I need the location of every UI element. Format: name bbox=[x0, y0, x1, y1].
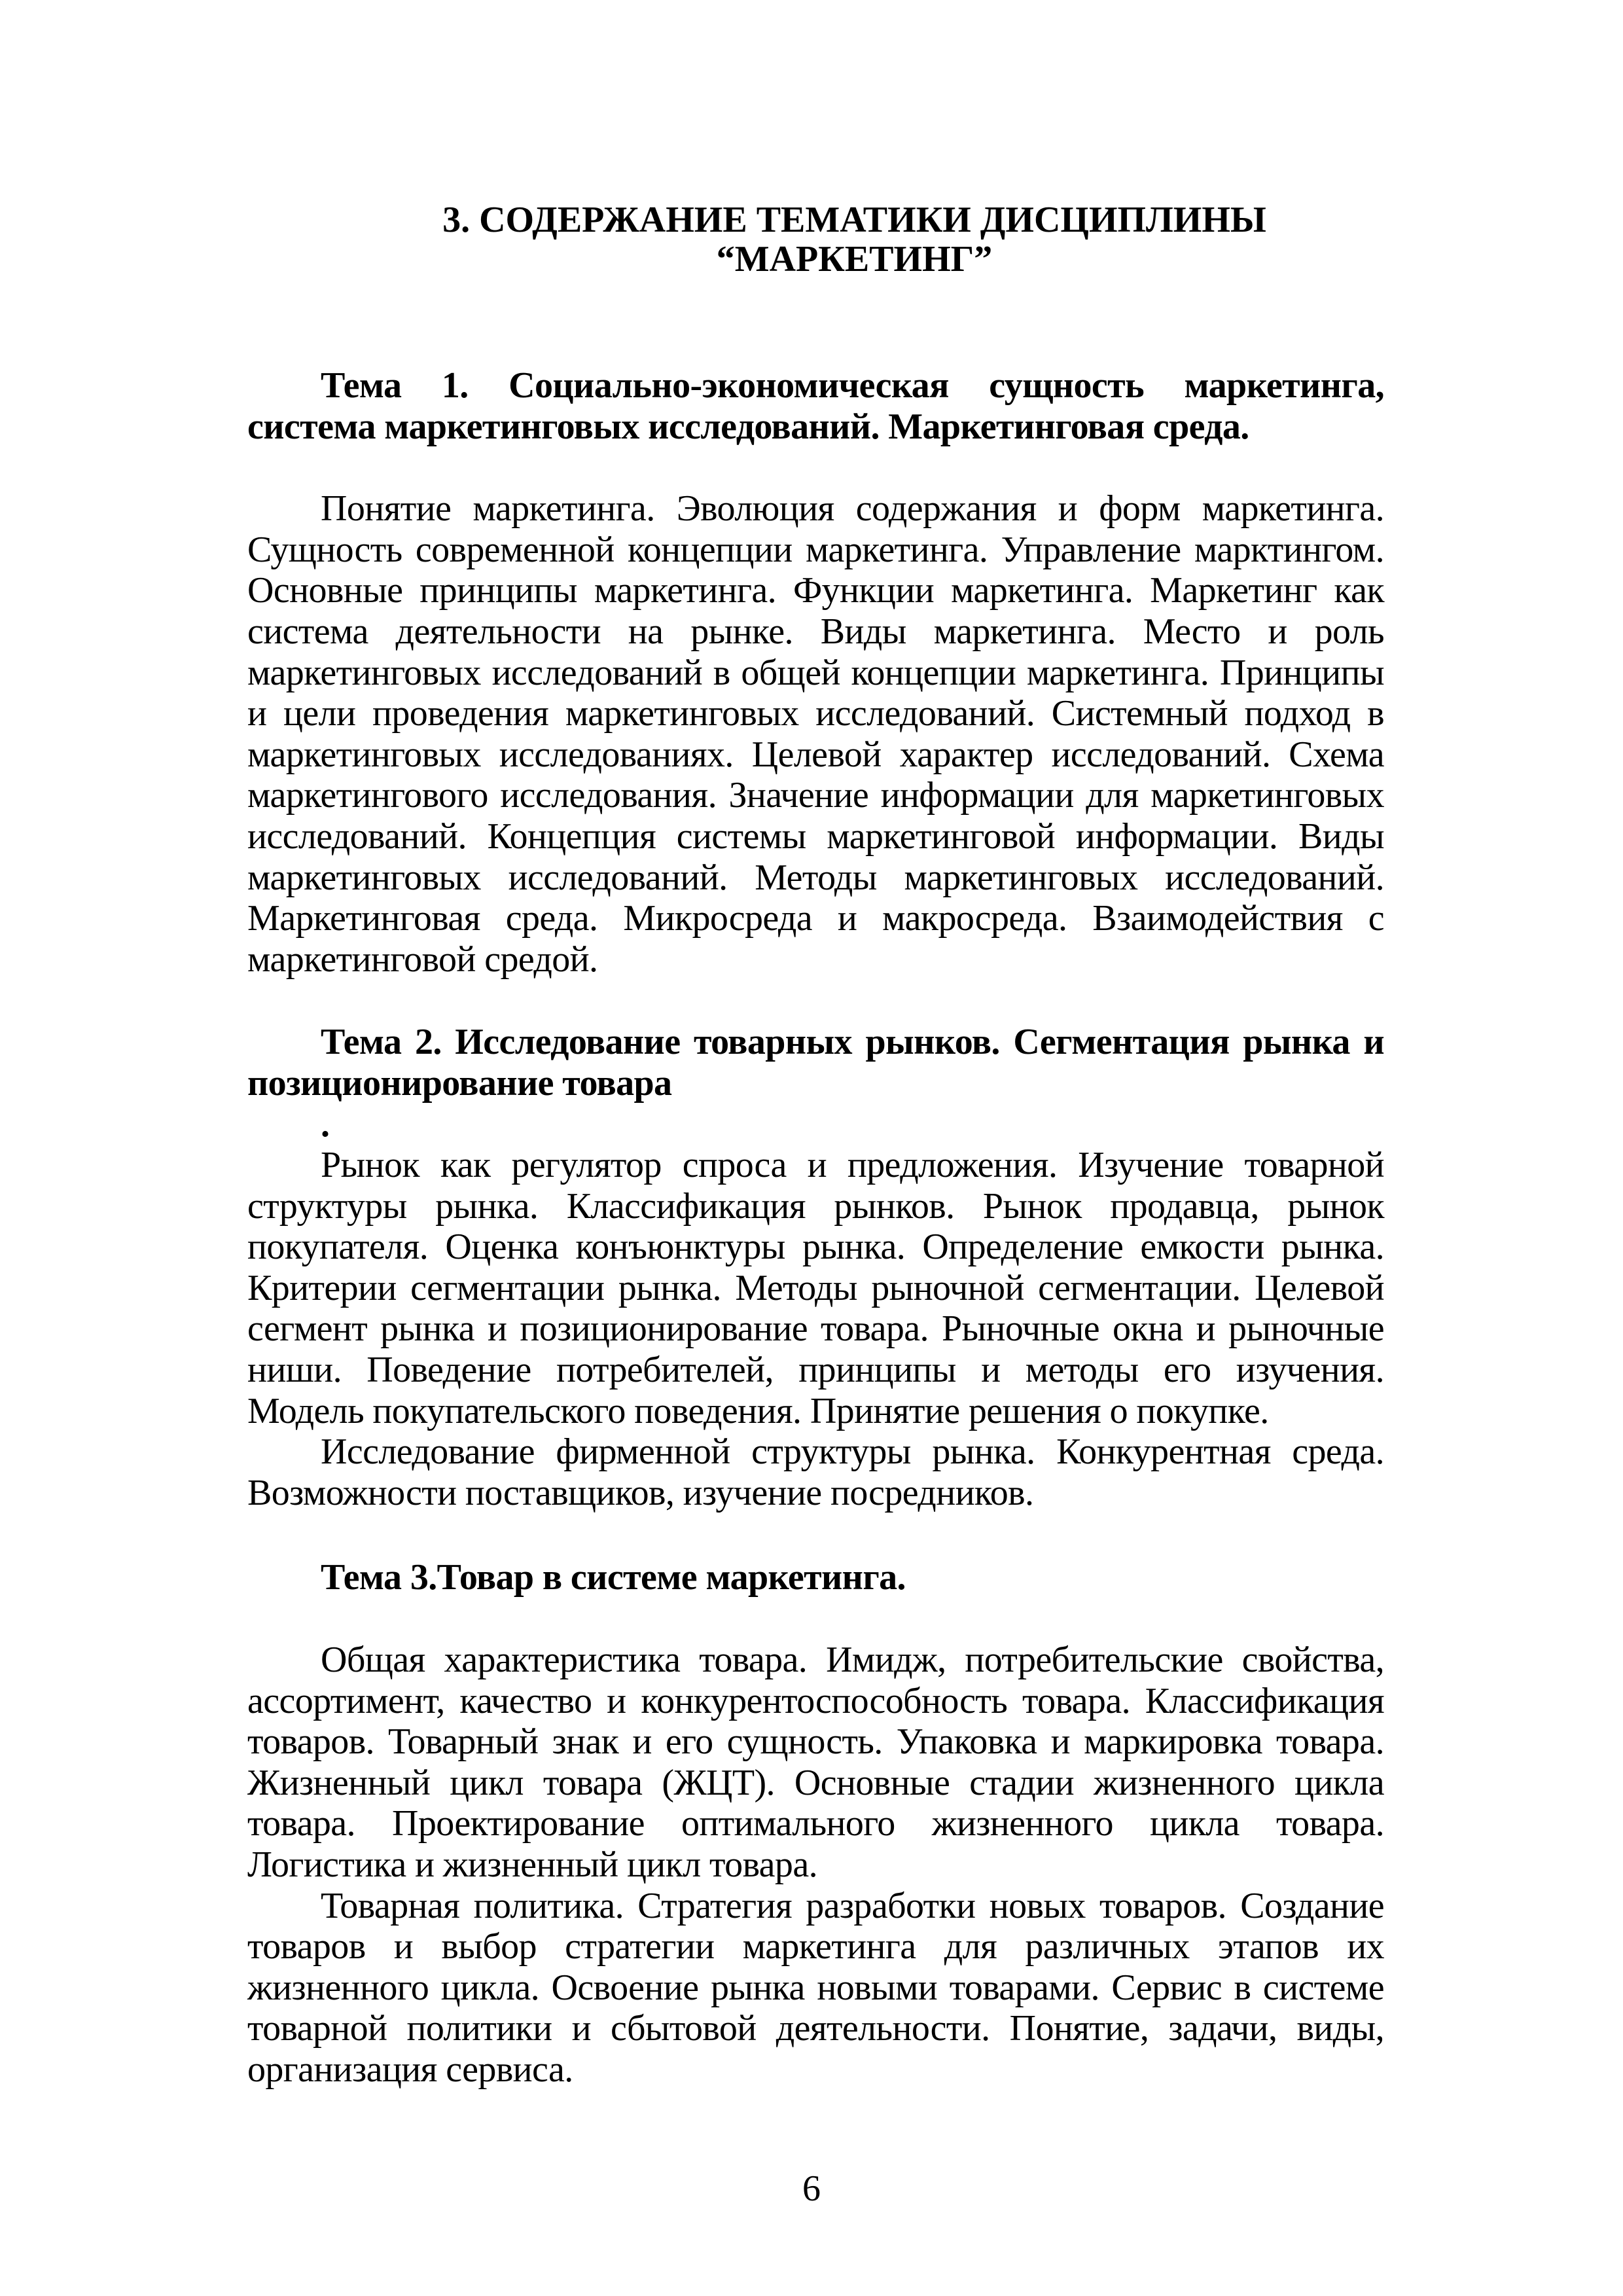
text-line: товара. Проектирование оптимального жизненного цикла товара. bbox=[247, 1803, 1384, 1844]
text-line: Рынок как регулятор спроса и предложения. Изучение товарной bbox=[321, 1145, 1384, 1186]
topic2-paragraph2 bbox=[247, 1431, 1384, 1513]
text-line: маркетингового исследования. Значение информации для маркетинговых bbox=[247, 775, 1384, 816]
text-line: Модель покупательского поведения. Принятие решения о покупке. bbox=[247, 1390, 1269, 1431]
text-line: Тема 2. Исследование товарных рынков. Сегментация рынка и bbox=[321, 1022, 1384, 1063]
topic3-heading: Тема 3.Товар в системе маркетинга. bbox=[321, 1557, 906, 1598]
text-line: Логистика и жизненный цикл товара. bbox=[247, 1844, 817, 1885]
section-title-line1: 3. СОДЕРЖАНИЕ ТЕМАТИКИ ДИСЦИПЛИНЫ bbox=[442, 200, 1266, 240]
text-line: исследований. Концепция системы маркетинговой информации. Виды bbox=[247, 816, 1384, 857]
page-number: 6 bbox=[802, 2168, 821, 2209]
page-content bbox=[247, 200, 1384, 2090]
text-line: Критерии сегментации рынка. Методы рыночной сегментации. Целевой bbox=[247, 1267, 1384, 1308]
topic1-heading bbox=[247, 365, 1384, 447]
topic2-paragraph1 bbox=[247, 1145, 1384, 1431]
text-line: ассортимент, качество и конкурентоспособность товара. Классификация bbox=[247, 1680, 1384, 1721]
text-line: маркетинговых исследований в общей концепции маркетинга. Принципы bbox=[247, 652, 1384, 693]
text-line: и цели проведения маркетинговых исследований. Системный подход в bbox=[247, 693, 1384, 734]
text-line: позиционирование товара bbox=[247, 1062, 672, 1103]
text-line: жизненного цикла. Освоение рынка новыми товарами. Сервис в системе bbox=[247, 1967, 1384, 2008]
text-line: сегмент рынка и позиционирование товара. Рыночные окна и рыночные bbox=[247, 1308, 1384, 1350]
text-line: товаров. Товарный знак и его сущность. Упаковка и маркировка товара. bbox=[247, 1721, 1384, 1763]
text-line: Тема 1. Социально-экономическая сущность маркетинга, bbox=[321, 365, 1384, 406]
text-line: система маркетинговых исследований. Маркетинговая среда. bbox=[247, 406, 1249, 447]
text-line: товаров и выбор стратегии маркетинга для различных этапов их bbox=[247, 1926, 1384, 1967]
text-line: Жизненный цикл товара (ЖЦТ). Основные стадии жизненного цикла bbox=[247, 1762, 1384, 1803]
text-line: Маркетинговая среда. Микросреда и макросреда. Взаимодействия с bbox=[247, 898, 1384, 939]
section-title-line2: “МАРКЕТИНГ” bbox=[716, 239, 993, 279]
text-line: товарной политики и сбытовой деятельности. Понятие, задачи, виды, bbox=[247, 2008, 1384, 2049]
text-line: Товарная политика. Стратегия разработки новых товаров. Создание bbox=[321, 1885, 1384, 1926]
topic1-paragraph bbox=[247, 488, 1384, 980]
text-line: Исследование фирменной структуры рынка. Конкурентная среда. bbox=[321, 1431, 1384, 1473]
topic2-heading bbox=[247, 1022, 1384, 1103]
text-line: маркетинговых исследований. Методы маркетинговых исследований. bbox=[247, 857, 1384, 898]
text-line: Сущность современной концепции маркетинга. Управление марктингом. bbox=[247, 529, 1384, 570]
topic2-dot: . bbox=[321, 1103, 330, 1145]
topic3-paragraph2 bbox=[247, 1886, 1384, 2090]
text-line: маркетинговых исследованиях. Целевой характер исследований. Схема bbox=[247, 734, 1384, 775]
text-line: покупателя. Оценка конъюнктуры рынка. Определение емкости рынка. bbox=[247, 1227, 1384, 1268]
text-line: Общая характеристика товара. Имидж, потребительские свойства, bbox=[321, 1640, 1384, 1681]
text-line: Возможности поставщиков, изучение посредников. bbox=[247, 1472, 1034, 1513]
text-line: система деятельности на рынке. Виды маркетинга. Место и роль bbox=[247, 611, 1384, 652]
text-line: структуры рынка. Классификация рынков. Рынок продавца, рынок bbox=[247, 1185, 1384, 1227]
topic3-paragraph1 bbox=[247, 1640, 1384, 1886]
text-line: ниши. Поведение потребителей, принципы и методы его изучения. bbox=[247, 1350, 1384, 1391]
text-line: организация сервиса. bbox=[247, 2049, 573, 2090]
section-title bbox=[247, 200, 1384, 279]
text-line: маркетинговой средой. bbox=[247, 939, 598, 980]
text-line: Понятие маркетинга. Эволюция содержания и форм маркетинга. bbox=[321, 488, 1384, 529]
text-line: Основные принципы маркетинга. Функции маркетинга. Маркетинг как bbox=[247, 570, 1384, 611]
